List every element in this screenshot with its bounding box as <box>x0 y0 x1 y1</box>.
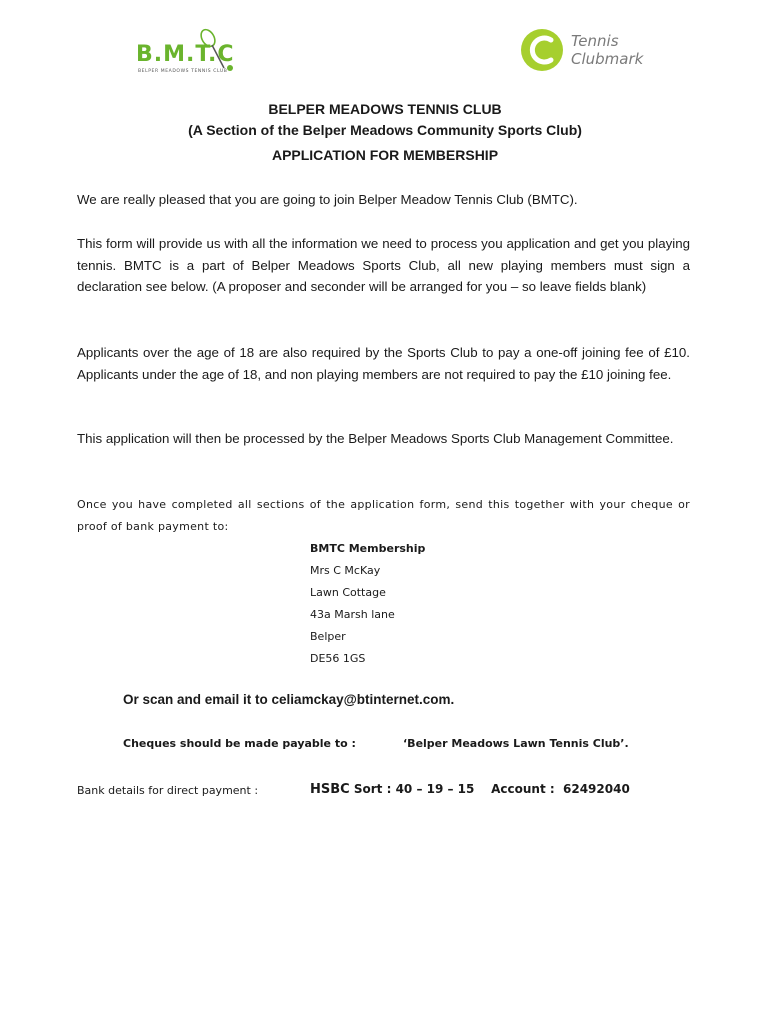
address-line-1: BMTC Membership <box>310 542 426 555</box>
bmtc-logo-subtext: BELPER MEADOWS TENNIS CLUB <box>138 69 228 74</box>
clubmark-circle-icon <box>520 28 564 72</box>
bank-details-value <box>310 782 630 797</box>
cheques-label: Cheques should be made payable to : <box>123 737 356 750</box>
tennis-clubmark-logo <box>520 28 660 74</box>
bmtc-logo-text: B.M.T.C <box>136 42 235 67</box>
address-line-2: Mrs C McKay <box>310 564 381 577</box>
address-line-6: DE56 1GS <box>310 652 366 665</box>
form-title: APPLICATION FOR MEMBERSHIP <box>271 147 499 163</box>
bank-details-label: Bank details for direct payment : <box>77 784 259 797</box>
address-block <box>310 538 425 670</box>
address-line-5: Belper <box>310 630 346 643</box>
send-instructions-paragraph: Once you have completed all sections of the application form, send this together with your cheque or proof of bank payment to: <box>77 498 690 533</box>
joining-fee-paragraph: Applicants over the age of 18 are also required by the Sports Club to pay a one-off joining fee of £10. Applicants under the age of 18, and non playing members are not required to pay the £10 joining fee. <box>77 345 690 382</box>
processing-paragraph: This application will then be processed by the Belper Meadows Sports Club Management Committee. <box>77 431 674 446</box>
clubmark-line1: Tennis <box>571 32 619 50</box>
address-line-4: 43a Marsh lane <box>310 608 395 621</box>
intro-paragraph: We are really pleased that you are going to join Belper Meadow Tennis Club (BMTC). <box>77 192 578 207</box>
bank-sort-account: Sort : 40 – 19 – 15 Account : 62492040 <box>349 782 630 796</box>
club-title: BELPER MEADOWS TENNIS CLUB <box>268 101 502 117</box>
address-line-3: Lawn Cottage <box>310 586 386 599</box>
form-info-paragraph: This form will provide us with all the information we need to process you application and get you playing tennis. BMTC is a part of Belper Meadows Sports Club, all new playing members must sign a declaration see below. (A proposer and seconder will be arranged for you – so leave fields blank) <box>77 236 690 295</box>
cheque-payee: ‘Belper Meadows Lawn Tennis Club’. <box>403 737 629 750</box>
scan-email-line: Or scan and email it to celiamckay@btinternet.com. <box>123 692 455 707</box>
club-subtitle: (A Section of the Belper Meadows Community Sports Club) <box>188 122 582 138</box>
bmtc-logo <box>134 28 244 78</box>
bank-name: HSBC <box>310 782 350 797</box>
clubmark-line2: Clubmark <box>571 50 644 68</box>
